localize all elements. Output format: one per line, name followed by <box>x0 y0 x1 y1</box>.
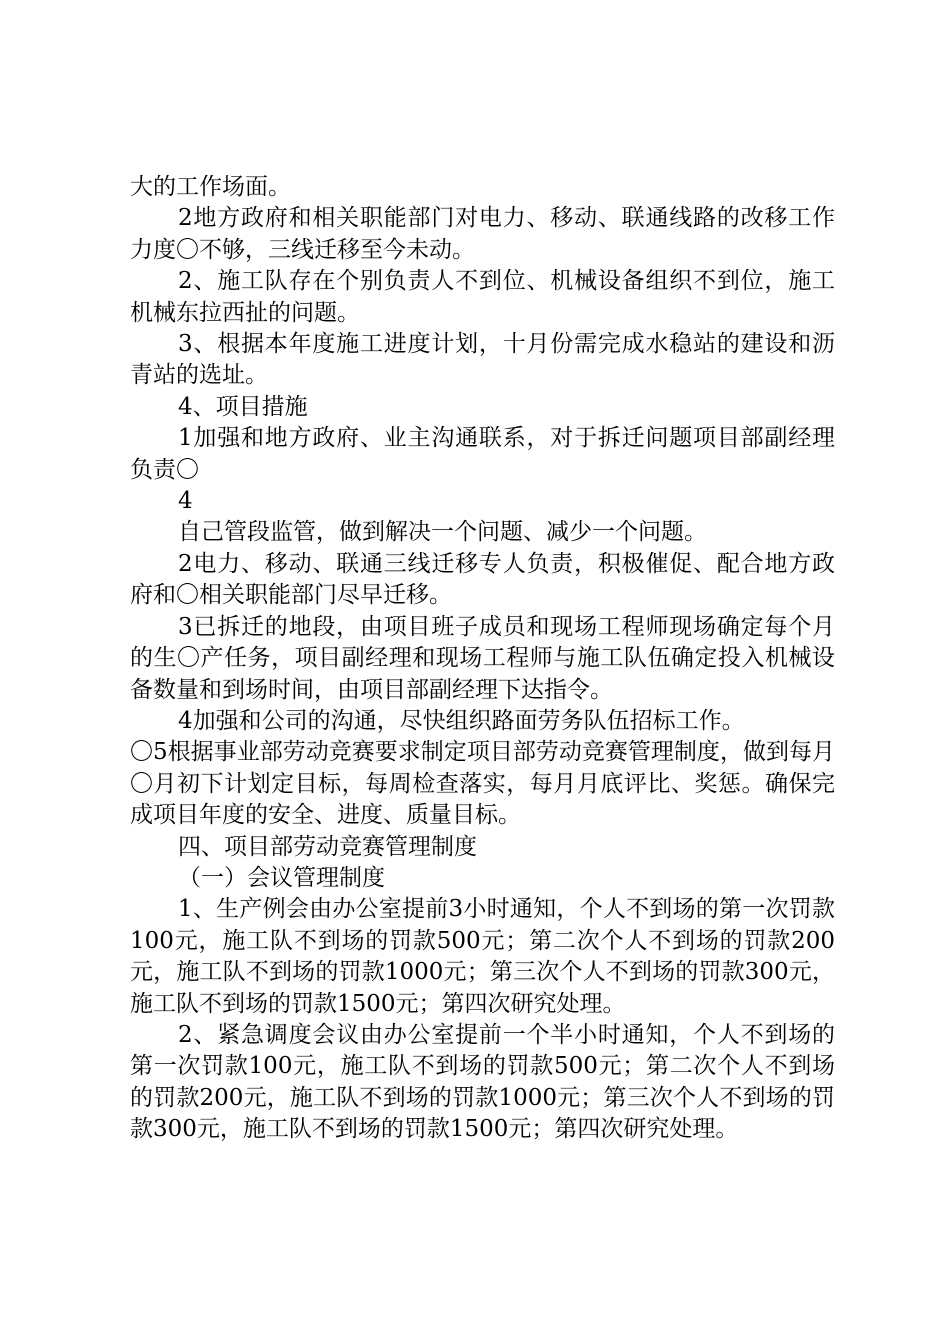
section-heading-measures: 4、项目措施 <box>178 393 308 420</box>
paragraph-6: 1加强和地方政府、业主沟通联系，对于拆迁问题项目部副经理负责〇 <box>130 425 835 483</box>
paragraph-11: 4加强和公司的沟通，尽快组织路面劳务队伍招标工作。 <box>178 707 745 734</box>
document-body <box>130 172 835 1146</box>
paragraph-2: 2地方政府和相关职能部门对电力、移动、联通线路的改移工作力度〇不够，三线迁移至今未动。 <box>130 205 835 263</box>
paragraph-12: 〇5根据事业部劳动竞赛要求制定项目部劳动竞赛管理制度，做到每月〇月初下计划定目标，每周检查落实，每月月底评比、奖惩。确保完成项目年度的安全、进度、质量目标。 <box>130 739 835 829</box>
section-heading-competition: 四、项目部劳动竞赛管理制度 <box>178 833 477 860</box>
paragraph-8: 自己管段监管，做到解决一个问题、减少一个问题。 <box>178 519 707 546</box>
subsection-heading-meetings: （一）会议管理制度 <box>178 864 385 891</box>
paragraph-15: 1、生产例会由办公室提前3小时通知，个人不到场的第一次罚款100元，施工队不到场的罚款500元；第二次个人不到场的罚款200元，施工队不到场的罚款1000元；第三次个人不到场的罚款300元，施工队不到场的罚款1500元；第四次研究处理。 <box>130 896 835 1017</box>
paragraph-9: 2电力、移动、联通三线迁移专人负责，积极催促、配合地方政府和〇相关职能部门尽早迁移。 <box>130 550 835 609</box>
paragraph-4: 3、根据本年度施工进度计划，十月份需完成水稳站的建设和沥青站的选址。 <box>130 331 835 389</box>
page-number: 4 <box>178 488 193 515</box>
paragraph-3: 2、施工队存在个别负责人不到位、机械设备组织不到位，施工机械东拉西扯的问题。 <box>130 268 835 326</box>
paragraph-1: 大的工作场面。 <box>130 174 291 200</box>
paragraph-16: 2、紧急调度会议由办公室提前一个半小时通知，个人不到场的第一次罚款100元，施工队不到场的罚款500元；第二次个人不到场的罚款200元，施工队不到场的罚款1000元；第三次个人不到场的罚款300元，施工队不到场的罚款1500元；第四次研究处理。 <box>130 1021 835 1143</box>
paragraph-10: 3已拆迁的地段，由项目班子成员和现场工程师现场确定每个月的生〇产任务，项目副经理和现场工程师与施工队伍确定投入机械设备数量和到场时间，由项目部副经理下达指令。 <box>130 613 835 703</box>
